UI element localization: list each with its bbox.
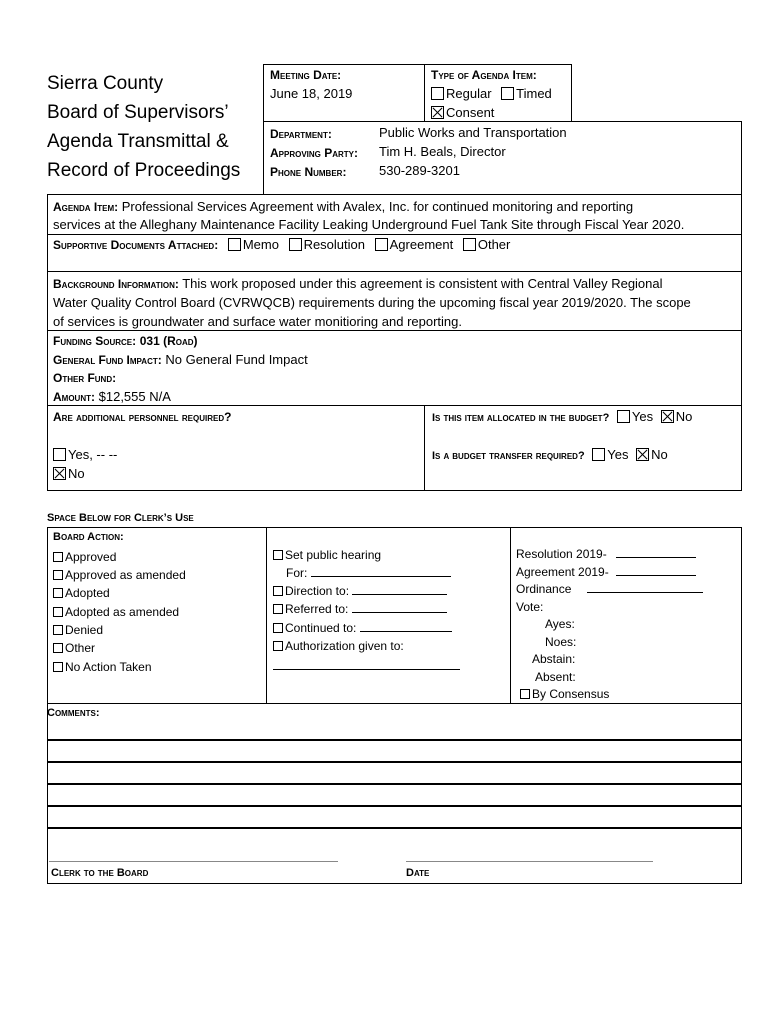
resolution-label: Resolution xyxy=(303,237,365,252)
agenda-item-line-1 xyxy=(53,199,633,214)
budget-allocated-question: Is this item allocated in the budget? xyxy=(432,412,610,424)
general-fund-value: No General Fund Impact xyxy=(165,352,308,367)
agreement-field[interactable] xyxy=(616,575,696,576)
memo-checkbox[interactable] xyxy=(228,238,241,251)
action-no-action xyxy=(53,660,152,674)
approved-label: Approved xyxy=(65,550,117,564)
set-public-hearing xyxy=(273,548,381,562)
funding-source-value: 031 (Road) xyxy=(139,334,198,348)
budget-allocated-row xyxy=(432,409,692,424)
action-denied xyxy=(53,623,103,637)
background-text-1: This work proposed under this agreement is consistent with Central Valley Regional xyxy=(182,276,663,291)
other-label: Other xyxy=(477,237,511,252)
clerk-section-label: Space Below for Clerk’s Use xyxy=(47,512,194,524)
title-line-4: Record of Proceedings xyxy=(47,160,241,181)
adopted-checkbox[interactable] xyxy=(53,588,63,598)
regular-checkbox[interactable] xyxy=(431,87,444,100)
funding-source-row xyxy=(53,333,198,348)
title-line-2: Board of Supervisors’ xyxy=(47,102,229,123)
amount-value: $12,555 N/A xyxy=(98,389,171,404)
phone-value: 530-289-3201 xyxy=(379,163,460,178)
direction-checkbox[interactable] xyxy=(273,586,283,596)
type-row-1 xyxy=(431,86,552,101)
memo-label: Memo xyxy=(242,237,279,252)
date-signature-line[interactable] xyxy=(406,861,653,862)
continued-row xyxy=(273,621,452,635)
ayes-label: Ayes: xyxy=(545,617,575,631)
personnel-yes-checkbox[interactable] xyxy=(53,448,66,461)
for-field[interactable] xyxy=(311,576,451,577)
meeting-date-value: June 18, 2019 xyxy=(270,86,353,101)
allocated-no-checkbox[interactable] xyxy=(661,410,674,423)
resolution-field[interactable] xyxy=(616,557,696,558)
approved-amended-label: Approved as amended xyxy=(65,568,186,582)
direction-label: Direction to: xyxy=(285,584,350,598)
department-value: Public Works and Transportation xyxy=(379,125,567,140)
denied-label: Denied xyxy=(65,623,104,637)
comment-line-1[interactable] xyxy=(47,739,741,741)
continued-checkbox[interactable] xyxy=(273,623,283,633)
ordinance-label: Ordinance xyxy=(516,582,572,596)
approving-value: Tim H. Beals, Director xyxy=(379,144,506,159)
comments-label: Comments: xyxy=(47,707,100,719)
personnel-yes-row xyxy=(53,447,117,462)
personnel-no-row xyxy=(53,466,85,481)
background-line-1 xyxy=(53,276,663,291)
other-checkbox[interactable] xyxy=(463,238,476,251)
noes-label: Noes: xyxy=(545,635,577,649)
supporting-docs-row xyxy=(53,237,510,252)
comment-line-5[interactable] xyxy=(47,827,741,829)
action-approved-amended xyxy=(53,568,186,582)
vote-label: Vote: xyxy=(516,600,544,614)
adopted-label: Adopted xyxy=(65,586,110,600)
document-title xyxy=(47,69,240,185)
referred-field[interactable] xyxy=(352,612,447,613)
background-label: Background Information: xyxy=(53,277,179,291)
ordinance-field[interactable] xyxy=(587,592,703,593)
comment-line-2[interactable] xyxy=(47,761,741,763)
authorization-field[interactable] xyxy=(273,669,460,670)
agenda-item-text-1: Professional Services Agreement with Avalex, Inc. for continued monitoring and reporting xyxy=(121,199,634,214)
type-label: Type of Agenda Item: xyxy=(431,68,537,82)
consent-checkbox[interactable] xyxy=(431,106,444,119)
personnel-no-label: No xyxy=(68,466,85,481)
approved-checkbox[interactable] xyxy=(53,552,63,562)
agreement-checkbox[interactable] xyxy=(375,238,388,251)
timed-checkbox[interactable] xyxy=(501,87,514,100)
no-action-checkbox[interactable] xyxy=(53,662,63,672)
abstain-label: Abstain: xyxy=(532,652,576,666)
personnel-question: Are additional personnel required? xyxy=(53,410,232,424)
direction-row xyxy=(273,584,447,598)
clerk-sign-label: Clerk to the Board xyxy=(51,867,149,879)
absent-label: Absent: xyxy=(535,670,576,684)
timed-label: Timed xyxy=(516,86,552,101)
agreement-row xyxy=(516,565,696,579)
date-sign-label: Date xyxy=(406,867,430,879)
budget-transfer-row xyxy=(432,447,668,462)
transfer-no-checkbox[interactable] xyxy=(636,448,649,461)
action-adopted-amended xyxy=(53,605,179,619)
public-hearing-checkbox[interactable] xyxy=(273,550,283,560)
regular-label: Regular xyxy=(446,86,492,101)
no-action-label: No Action Taken xyxy=(65,660,152,674)
referred-checkbox[interactable] xyxy=(273,604,283,614)
consensus-label: By Consensus xyxy=(532,687,610,701)
consent-label: Consent xyxy=(446,105,495,120)
continued-label: Continued to: xyxy=(285,621,357,635)
clerk-signature-line[interactable] xyxy=(49,861,338,862)
authorization-label: Authorization given to: xyxy=(285,639,404,653)
other-action-label: Other xyxy=(65,641,96,655)
transfer-yes-label: Yes xyxy=(607,447,629,462)
comment-line-4[interactable] xyxy=(47,805,741,807)
amount-label: Amount: xyxy=(53,390,95,404)
continued-field[interactable] xyxy=(360,631,452,632)
funding-source-label: Funding Source: xyxy=(53,334,137,348)
allocated-yes-label: Yes xyxy=(631,409,654,424)
ordinance-row xyxy=(516,582,703,596)
title-line-3: Agenda Transmittal & xyxy=(47,131,229,152)
resolution-row xyxy=(516,547,696,561)
approving-label: Approving Party: xyxy=(270,146,359,160)
agenda-item-text-2: services at the Alleghany Maintenance Facility Leaking Underground Fuel Tank Site through Fiscal Year 2020. xyxy=(53,217,685,232)
denied-checkbox[interactable] xyxy=(53,625,63,635)
action-other xyxy=(53,641,95,655)
personnel-yes-label: Yes, -- -- xyxy=(68,447,118,462)
action-adopted xyxy=(53,586,110,600)
allocated-yes-checkbox[interactable] xyxy=(617,410,630,423)
consensus-row xyxy=(520,687,609,701)
consensus-checkbox[interactable] xyxy=(520,689,530,699)
public-hearing-label: Set public hearing xyxy=(285,548,382,562)
adopted-amended-label: Adopted as amended xyxy=(65,605,180,619)
department-label: Department: xyxy=(270,127,332,141)
adopted-amended-checkbox[interactable] xyxy=(53,607,63,617)
comment-line-3[interactable] xyxy=(47,783,741,785)
other-action-checkbox[interactable] xyxy=(53,643,63,653)
authorization-checkbox[interactable] xyxy=(273,641,283,651)
transfer-yes-checkbox[interactable] xyxy=(592,448,605,461)
for-row xyxy=(286,566,451,580)
resolution-checkbox[interactable] xyxy=(289,238,302,251)
direction-field[interactable] xyxy=(352,594,447,595)
budget-transfer-question: Is a budget transfer required? xyxy=(432,450,585,462)
background-text-3: of services is groundwater and surface water monitioring and reporting. xyxy=(53,314,462,329)
allocated-no-label: No xyxy=(675,409,693,424)
phone-label: Phone Number: xyxy=(270,165,347,179)
action-approved xyxy=(53,550,116,564)
referred-row xyxy=(273,602,447,616)
board-action-label: Board Action: xyxy=(53,531,124,543)
type-row-2 xyxy=(431,105,494,120)
personnel-no-checkbox[interactable] xyxy=(53,467,66,480)
approved-amended-checkbox[interactable] xyxy=(53,570,63,580)
resolution-number-label: Resolution 2019- xyxy=(516,547,607,561)
meeting-date-label: Meeting Date: xyxy=(270,68,342,82)
other-fund-label: Other Fund: xyxy=(53,371,117,385)
agreement-label: Agreement xyxy=(389,237,454,252)
agreement-number-label: Agreement 2019- xyxy=(516,565,609,579)
transfer-no-label: No xyxy=(651,447,668,462)
referred-label: Referred to: xyxy=(285,602,349,616)
agenda-item-label: Agenda Item: xyxy=(53,200,119,214)
general-fund-row xyxy=(53,352,308,367)
background-text-2: Water Quality Control Board (CVRWQCB) requirements during the upcoming fiscal year 2019/2020. The scope xyxy=(53,295,691,310)
supporting-docs-label: Supportive Documents Attached: xyxy=(53,238,219,252)
title-line-1: Sierra County xyxy=(47,73,164,94)
amount-row xyxy=(53,389,171,404)
authorization-row xyxy=(273,639,404,653)
general-fund-label: General Fund Impact: xyxy=(53,353,162,367)
for-label: For: xyxy=(286,566,308,580)
